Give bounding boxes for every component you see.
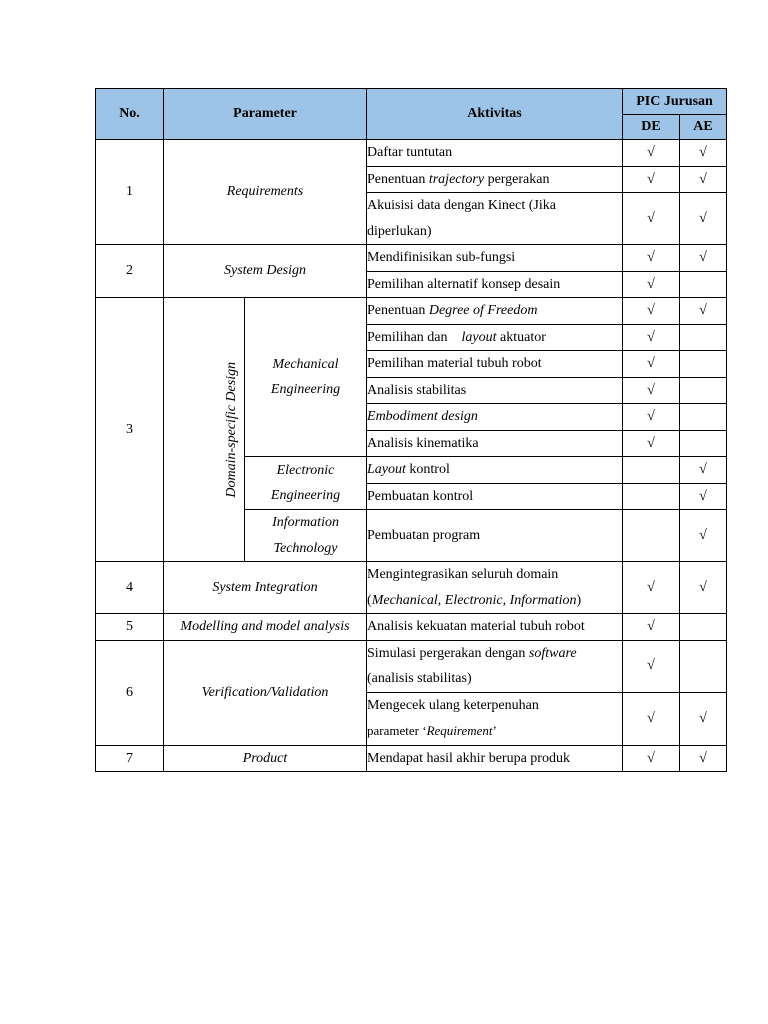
row4-activity-1-ae-check: √	[680, 562, 727, 614]
row5-activity-1-ae-empty	[680, 614, 727, 641]
row7-activity-1: Mendapat hasil akhir berupa produk	[367, 745, 623, 772]
row4-activity-1-de-check: √	[623, 562, 680, 614]
row1-parameter: Requirements	[164, 140, 367, 245]
row3-activity-2-de-check: √	[623, 324, 680, 351]
row6-activity-1-de-check: √	[623, 640, 680, 692]
row4-no: 4	[96, 562, 164, 614]
row4-activity-1: Mengintegrasikan seluruh domain (Mechanical, Electronic, Information)	[367, 562, 623, 614]
row6-activity-1: Simulasi pergerakan dengan software (analisis stabilitas)	[367, 640, 623, 692]
row3-activity-3: Pemilihan material tubuh robot	[367, 351, 623, 378]
row3-activity-2-ae-empty	[680, 324, 727, 351]
row3-activity-1-ae-check: √	[680, 298, 727, 325]
row6-activity-2-de-check: √	[623, 692, 680, 745]
row7-activity-1-ae-check: √	[680, 745, 727, 772]
row3-activity-3-de-check: √	[623, 351, 680, 378]
row5-activity-1-de-check: √	[623, 614, 680, 641]
row3-mechanical-engineering: Mechanical Engineering	[245, 298, 367, 457]
row3-activity-7: Layout kontrol	[367, 457, 623, 484]
row3-electronic-engineering: Electronic Engineering	[245, 457, 367, 510]
row3-activity-4-ae-empty	[680, 377, 727, 404]
header-ae: AE	[680, 115, 727, 140]
row2-parameter: System Design	[164, 245, 367, 298]
row3-activity-6-de-check: √	[623, 430, 680, 457]
row3-activity-6-ae-empty	[680, 430, 727, 457]
row2-no: 2	[96, 245, 164, 298]
header-no: No.	[96, 89, 164, 140]
row1-activity-1-de-check: √	[623, 140, 680, 167]
row3-information-technology: Information Technology	[245, 510, 367, 562]
row1-activity-1: Daftar tuntutan	[367, 140, 623, 167]
header-parameter: Parameter	[164, 89, 367, 140]
row2-activity-1-ae-check: √	[680, 245, 727, 272]
row2-activity-2-de-check: √	[623, 271, 680, 298]
row1-activity-2-de-check: √	[623, 166, 680, 193]
row3-activity-3-ae-empty	[680, 351, 727, 378]
row3-activity-8-ae-check: √	[680, 483, 727, 510]
row1-activity-3-de-check: √	[623, 193, 680, 245]
row1-no: 1	[96, 140, 164, 245]
header-pic-jurusan: PIC Jurusan	[623, 89, 727, 115]
row2-activity-2: Pemilihan alternatif konsep desain	[367, 271, 623, 298]
row3-activity-4-de-check: √	[623, 377, 680, 404]
row3-activity-5: Embodiment design	[367, 404, 623, 431]
row5-no: 5	[96, 614, 164, 641]
row3-domain-specific-design: Domain-specific Design	[164, 298, 245, 562]
activity-table	[95, 88, 727, 772]
row7-no: 7	[96, 745, 164, 772]
row1-activity-3: Akuisisi data dengan Kinect (Jika diperlukan)	[367, 193, 623, 245]
row3-activity-8: Pembuatan kontrol	[367, 483, 623, 510]
row6-activity-1-ae-empty	[680, 640, 727, 692]
row1-activity-1-ae-check: √	[680, 140, 727, 167]
row6-activity-2: Mengecek ulang keterpenuhan parameter ‘Requirement’	[367, 692, 623, 745]
row7-parameter: Product	[164, 745, 367, 772]
row3-activity-4: Analisis stabilitas	[367, 377, 623, 404]
row3-activity-5-ae-empty	[680, 404, 727, 431]
row1-activity-3-ae-check: √	[680, 193, 727, 245]
row1-activity-2: Penentuan trajectory pergerakan	[367, 166, 623, 193]
row2-activity-2-ae-empty	[680, 271, 727, 298]
row3-no: 3	[96, 298, 164, 562]
row3-activity-2: Pemilihan dan layout aktuator	[367, 324, 623, 351]
row3-activity-1-de-check: √	[623, 298, 680, 325]
row5-parameter: Modelling and model analysis	[164, 614, 367, 641]
header-aktivitas: Aktivitas	[367, 89, 623, 140]
row3-activity-8-de-empty	[623, 483, 680, 510]
row3-activity-6: Analisis kinematika	[367, 430, 623, 457]
row3-activity-9: Pembuatan program	[367, 510, 623, 562]
row1-activity-2-ae-check: √	[680, 166, 727, 193]
row6-activity-2-ae-check: √	[680, 692, 727, 745]
row3-activity-5-de-check: √	[623, 404, 680, 431]
row2-activity-1-de-check: √	[623, 245, 680, 272]
row2-activity-1: Mendifinisikan sub-fungsi	[367, 245, 623, 272]
row4-parameter: System Integration	[164, 562, 367, 614]
row3-activity-9-de-empty	[623, 510, 680, 562]
row3-activity-9-ae-check: √	[680, 510, 727, 562]
row5-activity-1: Analisis kekuatan material tubuh robot	[367, 614, 623, 641]
row6-no: 6	[96, 640, 164, 745]
row3-activity-1: Penentuan Degree of Freedom	[367, 298, 623, 325]
header-de: DE	[623, 115, 680, 140]
row3-activity-7-de-empty	[623, 457, 680, 484]
row7-activity-1-de-check: √	[623, 745, 680, 772]
row6-parameter: Verification/Validation	[164, 640, 367, 745]
row3-activity-7-ae-check: √	[680, 457, 727, 484]
